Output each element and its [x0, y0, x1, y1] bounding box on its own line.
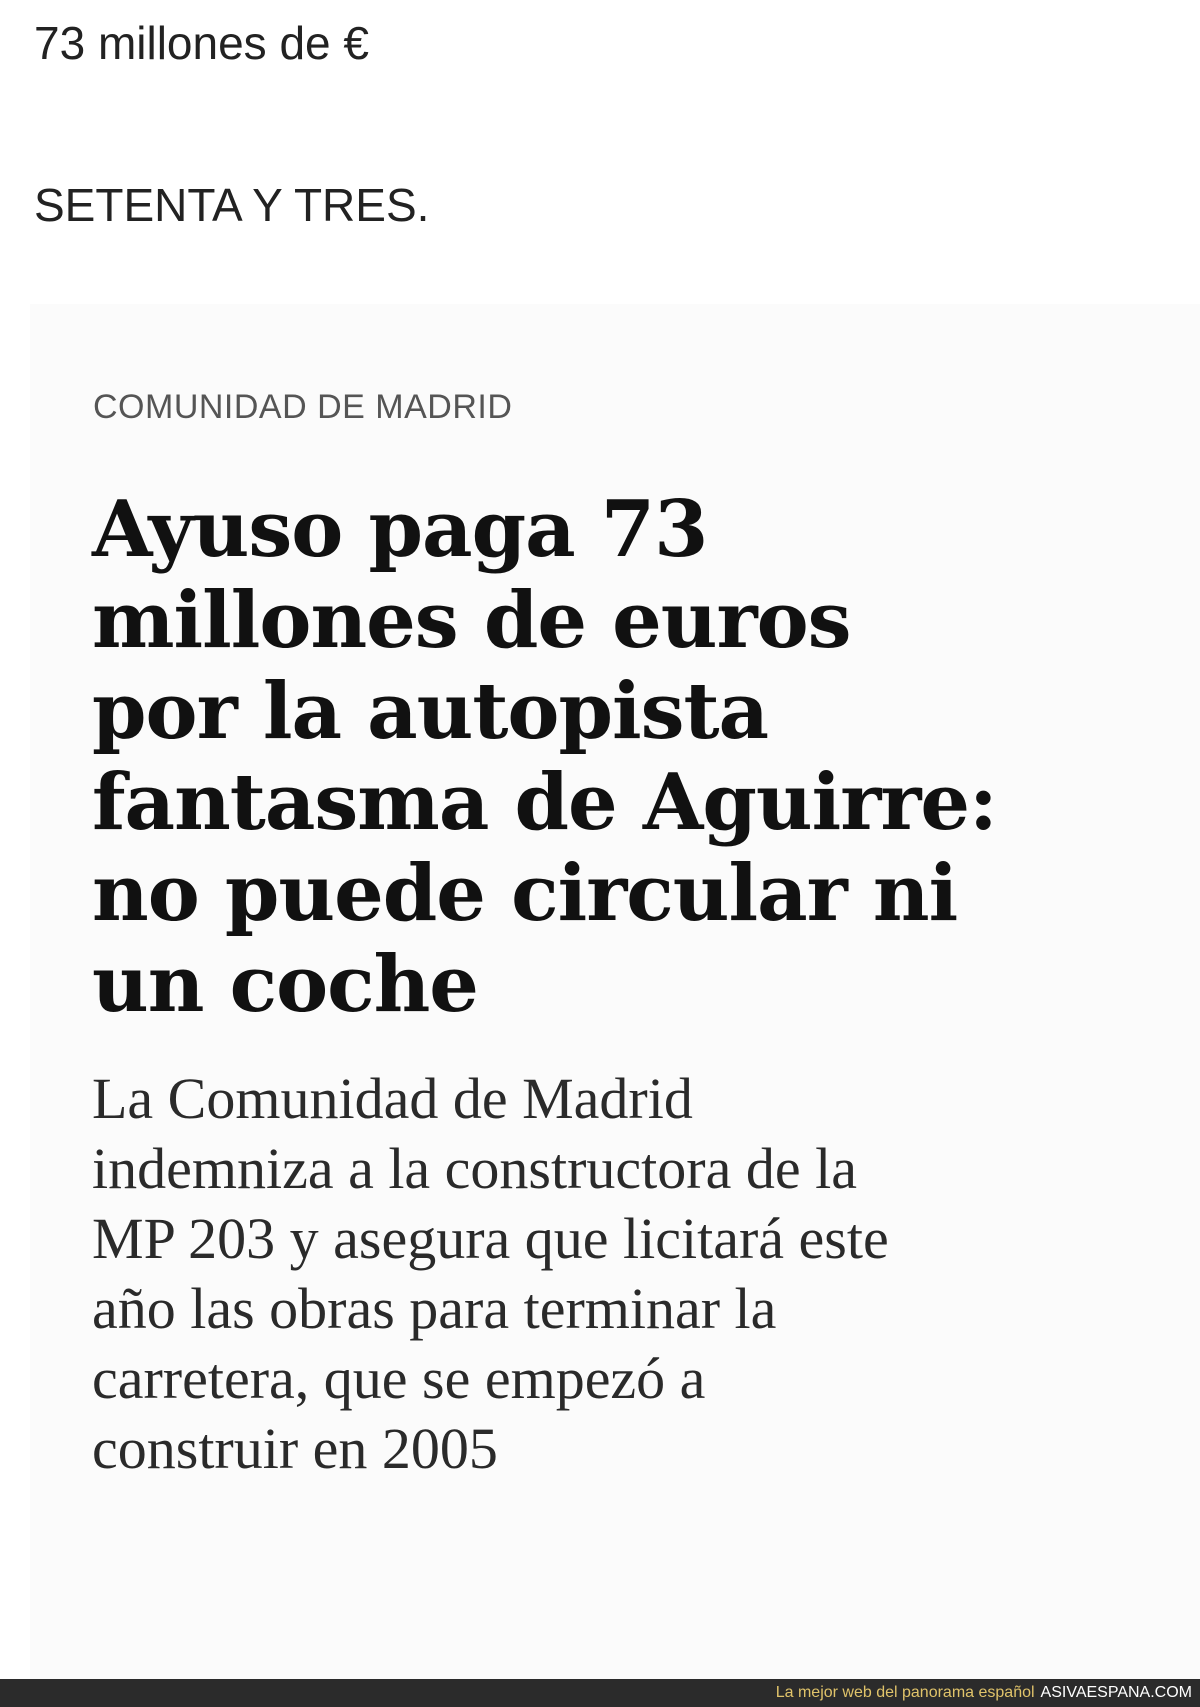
- footer-site-link[interactable]: ASIVAESPANA.COM: [1040, 1684, 1192, 1701]
- section-label: COMUNIDAD DE MADRID: [93, 388, 513, 426]
- watermark-footer: [0, 1679, 1200, 1707]
- headline-line: no puede circular ni: [92, 848, 958, 939]
- subheadline-line: construir en 2005: [92, 1416, 498, 1481]
- article-screenshot: [30, 304, 1200, 1679]
- subheadline-line: MP 203 y asegura que licitará este: [92, 1206, 889, 1271]
- subheadline-line: carretera, que se empezó a: [92, 1346, 706, 1411]
- headline-line: millones de euros: [92, 575, 851, 666]
- post-text-line: 73 millones de €: [34, 17, 369, 69]
- subheadline-line: La Comunidad de Madrid: [92, 1066, 693, 1131]
- headline: [92, 484, 1152, 1030]
- subheadline-line: año las obras para terminar la: [92, 1276, 777, 1341]
- headline-line: Ayuso paga 73: [92, 484, 708, 575]
- subheadline: [92, 1064, 1172, 1484]
- post-text-line: SETENTA Y TRES.: [34, 179, 430, 231]
- headline-line: fantasma de Aguirre:: [92, 757, 997, 848]
- subheadline-line: indemniza a la constructora de la: [92, 1136, 857, 1201]
- headline-line: un coche: [92, 939, 478, 1030]
- headline-line: por la autopista: [92, 666, 769, 757]
- footer-tagline: La mejor web del panorama español: [775, 1684, 1035, 1701]
